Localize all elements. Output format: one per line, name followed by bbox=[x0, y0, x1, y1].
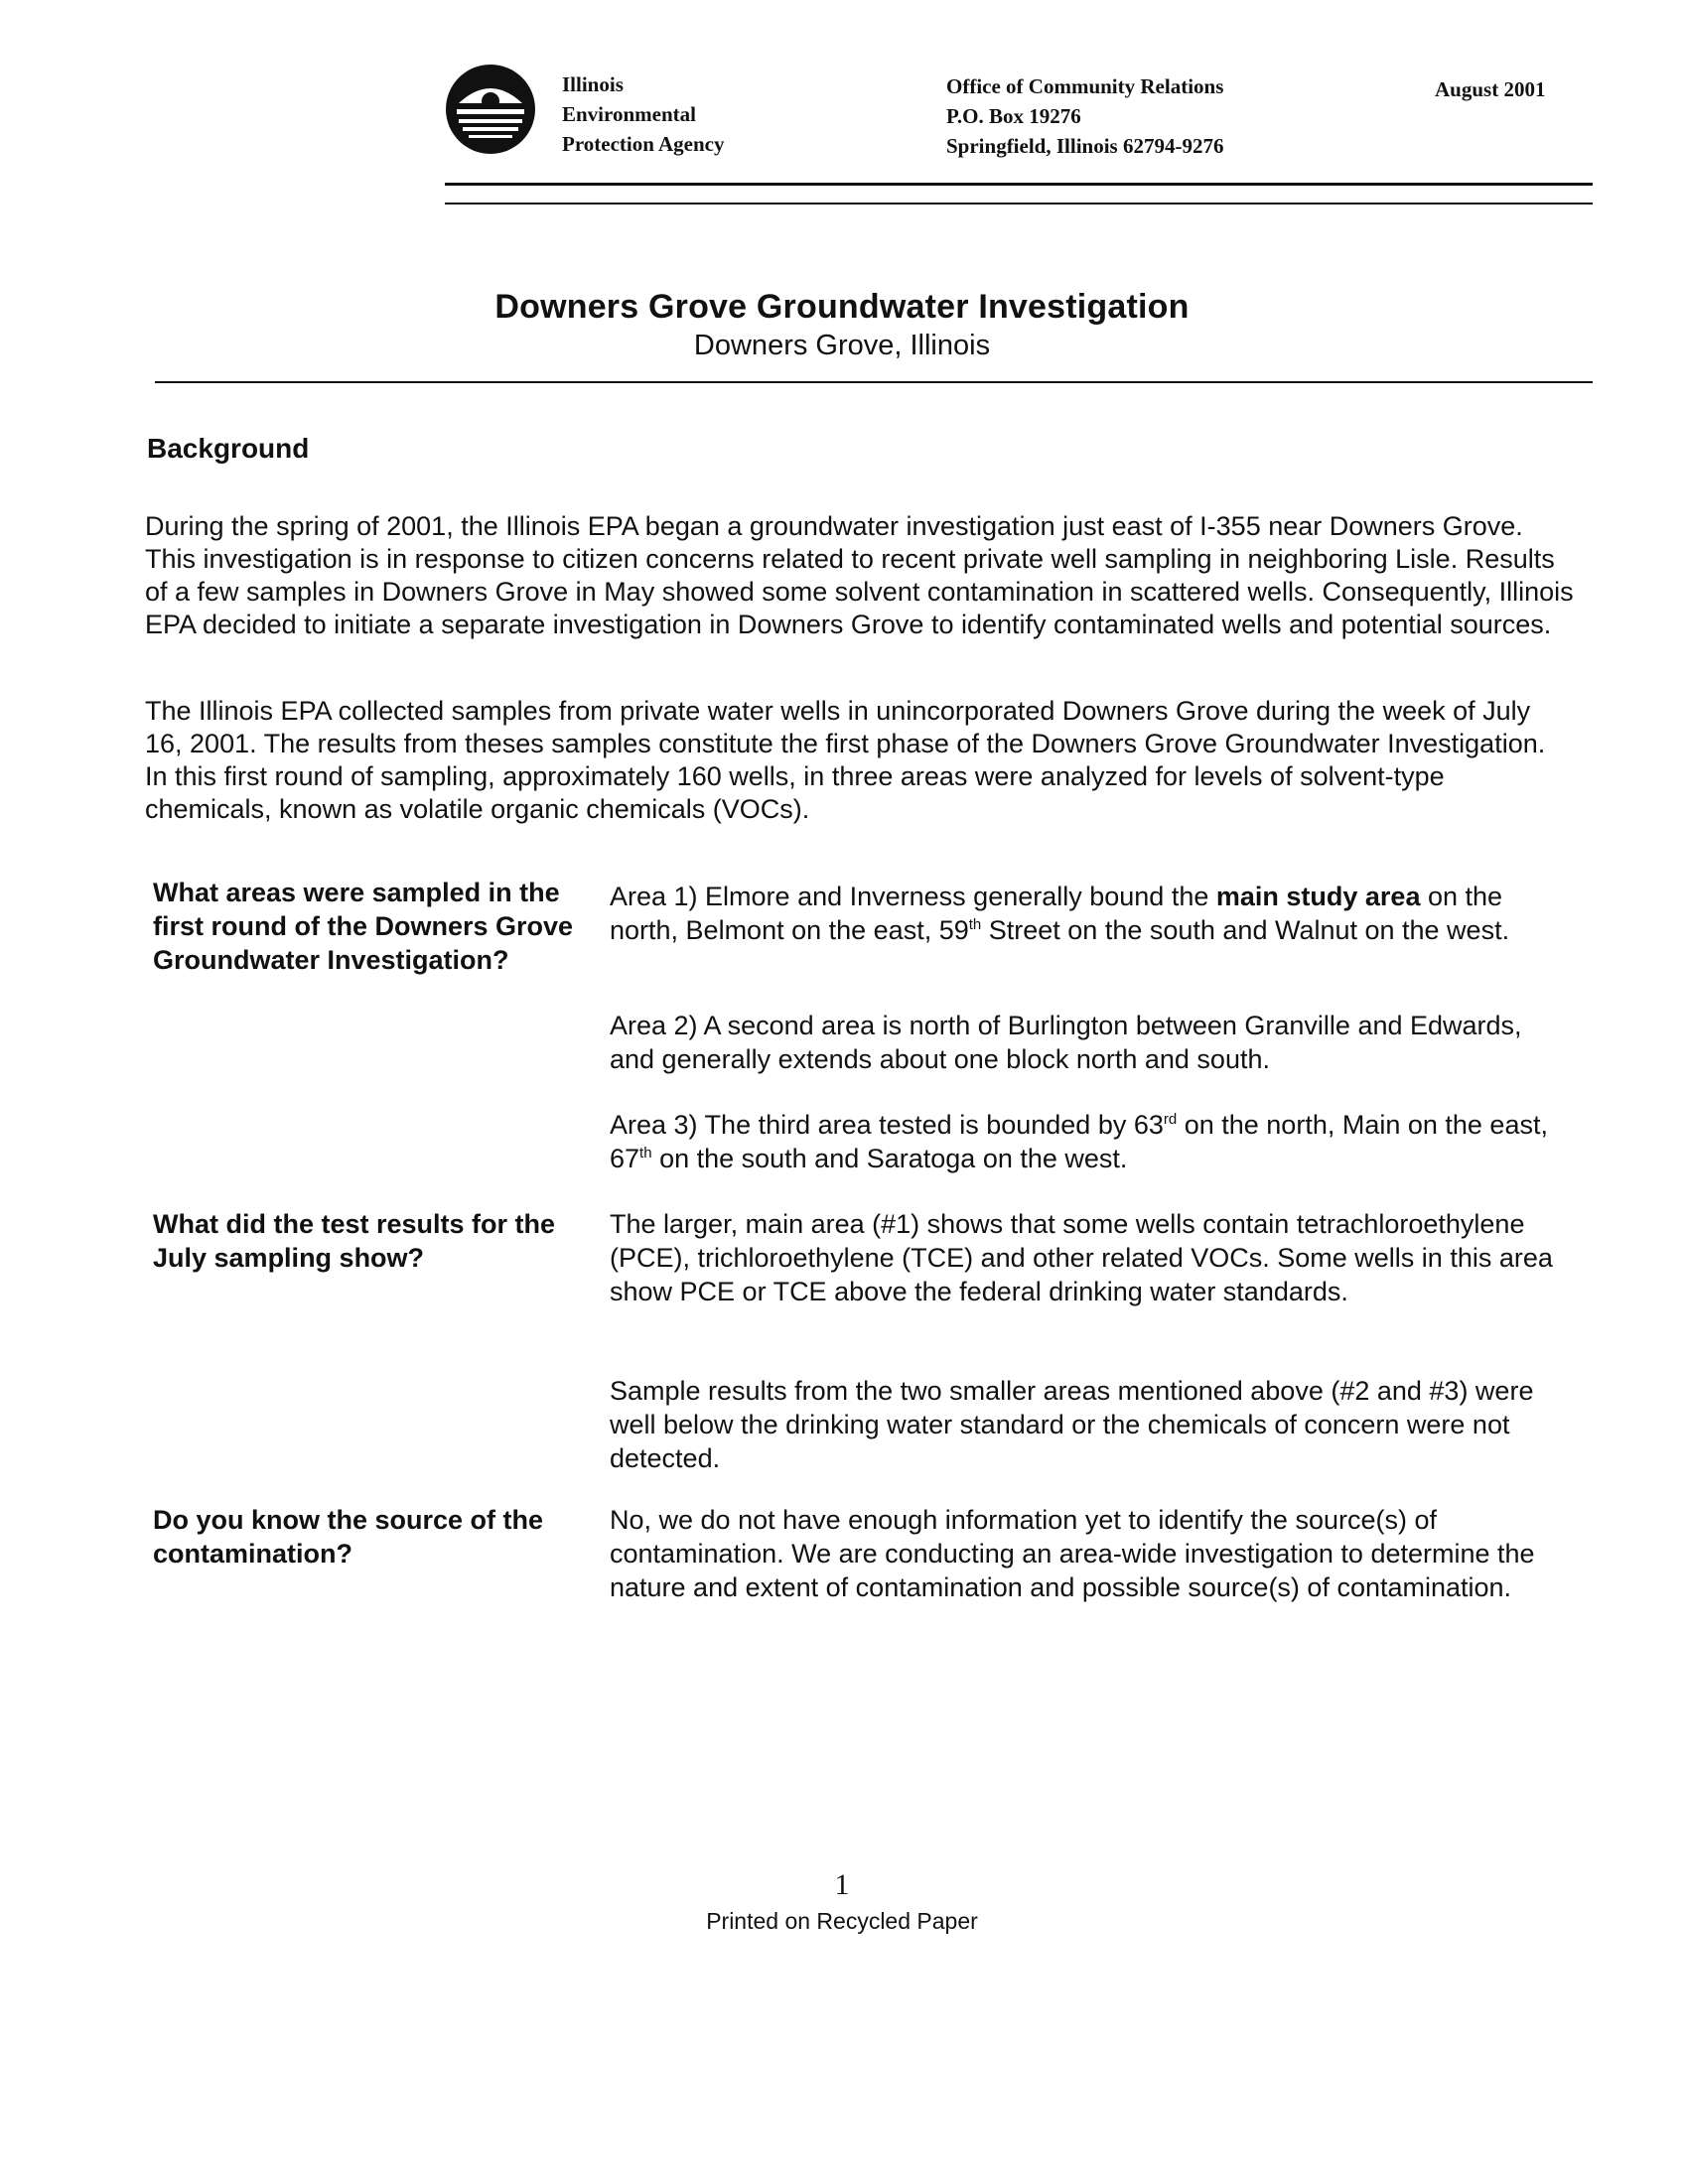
office-line: Springfield, Illinois 62794-9276 bbox=[946, 134, 1224, 158]
question: What did the test results for the July sampling show? bbox=[153, 1209, 556, 1273]
publication-date: August 2001 bbox=[1435, 77, 1546, 101]
header-rule bbox=[445, 203, 1593, 205]
section-heading: Background bbox=[147, 433, 310, 464]
header-rule bbox=[445, 183, 1593, 186]
answer-text: Street on the south and Walnut on the west. bbox=[981, 915, 1510, 945]
answer bbox=[610, 1108, 1563, 1175]
office-address bbox=[946, 71, 1223, 161]
agency-line: Protection Agency bbox=[562, 132, 725, 156]
superscript: th bbox=[968, 916, 982, 933]
answer: Sample results from the two smaller areas mentioned above (#2 and #3) were well below the drinking water standard or the chemicals of concern were not detected. bbox=[610, 1376, 1534, 1473]
answer: The larger, main area (#1) shows that some wells contain tetrachloroethylene (PCE), trichloroethylene (TCE) and other related VOCs. Some wells in this area show PCE or TCE above the federal drinking water standards. bbox=[610, 1209, 1553, 1306]
answer-text: on the north, Main on the east, 67 bbox=[610, 1110, 1548, 1173]
answer-text: on the south and Saratoga on the west. bbox=[651, 1144, 1128, 1173]
agency-line: Illinois bbox=[562, 72, 624, 96]
answer: Area 2) A second area is north of Burlington between Granville and Edwards, and generally extends about one block north and south. bbox=[610, 1011, 1522, 1074]
iepa-logo bbox=[445, 64, 536, 155]
answer-text: Area 1) Elmore and Inverness generally bound the bbox=[610, 882, 1216, 911]
title-rule bbox=[155, 381, 1593, 383]
footer-note: Printed on Recycled Paper bbox=[706, 1908, 978, 1934]
page-title: Downers Grove Groundwater Investigation bbox=[494, 288, 1190, 326]
agency-line: Environmental bbox=[562, 102, 696, 126]
page-subtitle: Downers Grove, Illinois bbox=[693, 330, 991, 361]
paragraph: The Illinois EPA collected samples from private water wells in unincorporated Downers Grove during the week of July 16, 2001. The results from theses samples constitute the first phase of the Downers Grove Groundwater Investigation. In this first round of sampling, approximately 160 wells, in three areas were analyzed for levels of solvent-type chemicals, known as volatile organic chemicals (VOCs). bbox=[145, 696, 1546, 824]
answer-text: Area 3) The third area tested is bounded by 63 bbox=[610, 1110, 1164, 1140]
superscript: rd bbox=[1163, 1111, 1178, 1128]
office-line: P.O. Box 19276 bbox=[946, 104, 1081, 128]
office-line: Office of Community Relations bbox=[946, 74, 1224, 98]
answer-text: on the north, Belmont on the east, 59 bbox=[610, 882, 1503, 945]
answer: No, we do not have enough information yet to identify the source(s) of contamination. We are conducting an area-wide investigation to determine the nature and extent of contamination and possible source(s) of contamination. bbox=[610, 1505, 1535, 1602]
page-number: 1 bbox=[834, 1868, 850, 1901]
agency-name bbox=[562, 69, 725, 159]
question: What areas were sampled in the first round of the Downers Grove Groundwater Investigation? bbox=[153, 878, 574, 975]
answer bbox=[610, 880, 1563, 947]
superscript: th bbox=[639, 1145, 652, 1161]
paragraph: During the spring of 2001, the Illinois EPA began a groundwater investigation just east of I-355 near Downers Grove. This investigation is in response to citizen concerns related to recent private well sampling in neighboring Lisle. Results of a few samples in Downers Grove in May showed some solvent contamination in scattered wells. Consequently, Illinois EPA decided to initiate a separate investigation in Downers Grove to identify contaminated wells and potential sources. bbox=[145, 511, 1574, 639]
question: Do you know the source of the contamination? bbox=[153, 1505, 544, 1569]
answer-emphasis: main study area bbox=[1215, 882, 1421, 911]
